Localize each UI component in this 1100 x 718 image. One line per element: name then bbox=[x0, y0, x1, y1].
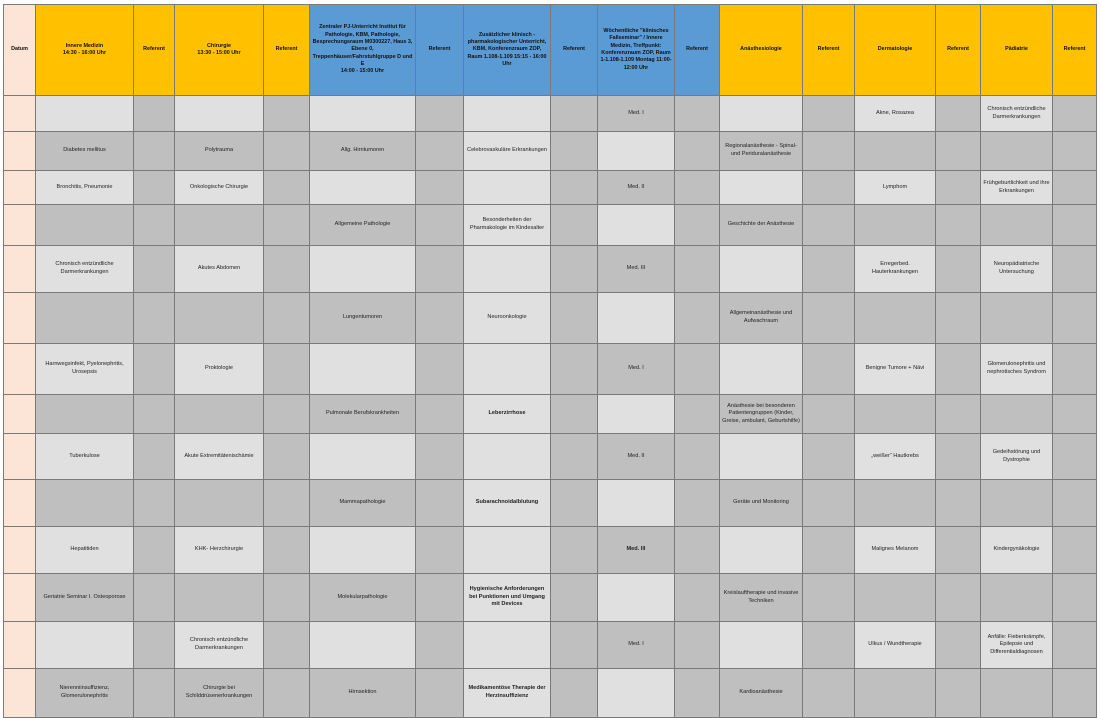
fallseminar-cell bbox=[598, 480, 675, 527]
paediatrie-cell: Frühgeburtlichkeit und ihre Erkrankungen bbox=[981, 171, 1053, 205]
fallseminar-cell bbox=[598, 293, 675, 344]
dermatologie-cell bbox=[855, 574, 936, 622]
pharmakologie-cell: Hygienische Anforderungen bei Punktionen und Umgang mit Devices bbox=[464, 574, 551, 622]
dermatologie-cell: Lymphom bbox=[855, 171, 936, 205]
referent-cell bbox=[134, 434, 175, 480]
referent-cell bbox=[264, 246, 310, 293]
fallseminar-cell bbox=[598, 395, 675, 434]
referent-cell bbox=[803, 132, 855, 171]
fallseminar-cell bbox=[598, 205, 675, 246]
chirurgie-cell bbox=[175, 395, 264, 434]
referent-cell bbox=[675, 205, 720, 246]
referent-cell bbox=[675, 246, 720, 293]
referent-cell bbox=[134, 527, 175, 574]
referent-cell bbox=[675, 480, 720, 527]
innere-cell: Hepatitiden bbox=[36, 527, 134, 574]
referent-cell bbox=[551, 669, 598, 718]
fallseminar-cell: Med. III bbox=[598, 246, 675, 293]
referent-cell bbox=[551, 622, 598, 669]
chirurgie-cell bbox=[175, 96, 264, 132]
referent-cell bbox=[1053, 622, 1097, 669]
referent-cell bbox=[803, 246, 855, 293]
referent-cell bbox=[416, 527, 464, 574]
fallseminar-cell: Med. I bbox=[598, 344, 675, 395]
referent-cell bbox=[264, 96, 310, 132]
column-header: Dermatologie bbox=[855, 5, 936, 96]
table-row bbox=[4, 96, 1097, 132]
referent-cell bbox=[551, 96, 598, 132]
referent-cell bbox=[1053, 434, 1097, 480]
anaesthesie-cell bbox=[720, 171, 803, 205]
dermatologie-cell: Ulkus / Wundtherapie bbox=[855, 622, 936, 669]
referent-cell bbox=[551, 344, 598, 395]
column-header: Innere Medizin 14:30 - 16:00 Uhr bbox=[36, 5, 134, 96]
referent-cell bbox=[675, 96, 720, 132]
referent-cell bbox=[134, 96, 175, 132]
pharmakologie-cell bbox=[464, 171, 551, 205]
anaesthesie-cell bbox=[720, 246, 803, 293]
chirurgie-cell: Akutes Abdomen bbox=[175, 246, 264, 293]
paediatrie-cell bbox=[981, 293, 1053, 344]
referent-cell bbox=[1053, 205, 1097, 246]
referent-cell bbox=[1053, 527, 1097, 574]
referent-cell bbox=[675, 622, 720, 669]
datum-cell bbox=[4, 480, 36, 527]
table-row bbox=[4, 395, 1097, 434]
paediatrie-cell: Kindergynäkologie bbox=[981, 527, 1053, 574]
table-row bbox=[4, 132, 1097, 171]
referent-cell bbox=[803, 434, 855, 480]
pathologie-cell: Hirnsektion bbox=[310, 669, 416, 718]
referent-cell bbox=[134, 622, 175, 669]
referent-cell bbox=[416, 395, 464, 434]
referent-cell bbox=[936, 344, 981, 395]
referent-cell bbox=[803, 480, 855, 527]
referent-cell bbox=[551, 480, 598, 527]
innere-cell bbox=[36, 96, 134, 132]
anaesthesie-cell bbox=[720, 96, 803, 132]
pathologie-cell bbox=[310, 171, 416, 205]
referent-cell bbox=[1053, 344, 1097, 395]
referent-cell bbox=[416, 480, 464, 527]
innere-cell bbox=[36, 205, 134, 246]
paediatrie-cell: Gedeihstörung und Dystrophie bbox=[981, 434, 1053, 480]
pathologie-cell: Pulmonale Berufskrankheiten bbox=[310, 395, 416, 434]
column-header: Referent bbox=[416, 5, 464, 96]
table-body bbox=[4, 96, 1097, 718]
innere-cell: Tuberkulose bbox=[36, 434, 134, 480]
anaesthesie-cell: Geräte und Monitoring bbox=[720, 480, 803, 527]
referent-cell bbox=[134, 205, 175, 246]
fallseminar-cell bbox=[598, 669, 675, 718]
pathologie-cell: Mammapathologie bbox=[310, 480, 416, 527]
chirurgie-cell: Akute Extremitätenischämie bbox=[175, 434, 264, 480]
pharmakologie-cell: Subarachnoidalblutung bbox=[464, 480, 551, 527]
referent-cell bbox=[936, 574, 981, 622]
datum-cell bbox=[4, 395, 36, 434]
paediatrie-cell: Glomerulonephritis und nephrotisches Syndrom bbox=[981, 344, 1053, 395]
pathologie-cell bbox=[310, 344, 416, 395]
table-row bbox=[4, 246, 1097, 293]
pharmakologie-cell bbox=[464, 527, 551, 574]
referent-cell bbox=[936, 527, 981, 574]
referent-cell bbox=[936, 246, 981, 293]
pathologie-cell bbox=[310, 527, 416, 574]
innere-cell bbox=[36, 293, 134, 344]
chirurgie-cell: Polytrauma bbox=[175, 132, 264, 171]
referent-cell bbox=[936, 480, 981, 527]
column-header: Referent bbox=[803, 5, 855, 96]
referent-cell bbox=[803, 574, 855, 622]
dermatologie-cell: Malignes Melanom bbox=[855, 527, 936, 574]
paediatrie-cell bbox=[981, 480, 1053, 527]
schedule-table bbox=[3, 4, 1097, 718]
referent-cell bbox=[134, 574, 175, 622]
table-row bbox=[4, 205, 1097, 246]
referent-cell bbox=[134, 344, 175, 395]
fallseminar-cell bbox=[598, 132, 675, 171]
dermatologie-cell bbox=[855, 293, 936, 344]
referent-cell bbox=[803, 622, 855, 669]
dermatologie-cell bbox=[855, 395, 936, 434]
datum-cell bbox=[4, 132, 36, 171]
column-header: Zentraler PJ-Unterricht Institut für Pathologie, KBM, Pathologie, Besprechungsraum M0300227, Haus 3, Ebene 0, Treppenhäuser/Fahrstuhlgruppe D und E 14:00 - 15:00 Uhr bbox=[310, 5, 416, 96]
column-header: Referent bbox=[264, 5, 310, 96]
anaesthesie-cell: Allgemeinanästhesie und Aufwachraum bbox=[720, 293, 803, 344]
referent-cell bbox=[803, 96, 855, 132]
table-row bbox=[4, 574, 1097, 622]
referent-cell bbox=[936, 205, 981, 246]
referent-cell bbox=[551, 527, 598, 574]
chirurgie-cell: Onkologische Chirurgie bbox=[175, 171, 264, 205]
pathologie-cell: Lungentumoren bbox=[310, 293, 416, 344]
referent-cell bbox=[936, 669, 981, 718]
referent-cell bbox=[134, 480, 175, 527]
pathologie-cell bbox=[310, 434, 416, 480]
referent-cell bbox=[264, 574, 310, 622]
table-row bbox=[4, 669, 1097, 718]
chirurgie-cell: Proktologie bbox=[175, 344, 264, 395]
referent-cell bbox=[803, 344, 855, 395]
datum-cell bbox=[4, 293, 36, 344]
referent-cell bbox=[936, 622, 981, 669]
chirurgie-cell: Chirurgie bei Schilddrüsenerkrankungen bbox=[175, 669, 264, 718]
column-header: Referent bbox=[134, 5, 175, 96]
fallseminar-cell: Med. I bbox=[598, 96, 675, 132]
fallseminar-cell: Med. I bbox=[598, 622, 675, 669]
referent-cell bbox=[264, 344, 310, 395]
pharmakologie-cell bbox=[464, 434, 551, 480]
referent-cell bbox=[936, 96, 981, 132]
datum-cell bbox=[4, 171, 36, 205]
referent-cell bbox=[264, 669, 310, 718]
pharmakologie-cell: Medikamentöse Therapie der Herzinsuffizienz bbox=[464, 669, 551, 718]
column-header: Referent bbox=[1053, 5, 1097, 96]
referent-cell bbox=[936, 132, 981, 171]
table-row bbox=[4, 293, 1097, 344]
paediatrie-cell bbox=[981, 574, 1053, 622]
pharmakologie-cell bbox=[464, 622, 551, 669]
dermatologie-cell: Akne, Rosazea bbox=[855, 96, 936, 132]
dermatologie-cell: Erregerbed. Hauterkrankungen bbox=[855, 246, 936, 293]
paediatrie-cell: Anfälle: Fieberkrämpfe, Epilepsie und Differentialdiagnosen bbox=[981, 622, 1053, 669]
datum-cell bbox=[4, 246, 36, 293]
referent-cell bbox=[264, 622, 310, 669]
pathologie-cell bbox=[310, 622, 416, 669]
referent-cell bbox=[675, 669, 720, 718]
paediatrie-cell bbox=[981, 205, 1053, 246]
referent-cell bbox=[551, 293, 598, 344]
pharmakologie-cell: Neuroonkologie bbox=[464, 293, 551, 344]
column-header: Chirurgie 13:30 - 15:00 Uhr bbox=[175, 5, 264, 96]
referent-cell bbox=[1053, 480, 1097, 527]
referent-cell bbox=[551, 434, 598, 480]
column-header: Referent bbox=[936, 5, 981, 96]
innere-cell bbox=[36, 480, 134, 527]
datum-cell bbox=[4, 96, 36, 132]
paediatrie-cell: Neuropädiatrische Untersuchung bbox=[981, 246, 1053, 293]
pharmakologie-cell: Celebrovaskuläre Erkrankungen bbox=[464, 132, 551, 171]
referent-cell bbox=[675, 527, 720, 574]
referent-cell bbox=[1053, 395, 1097, 434]
referent-cell bbox=[803, 395, 855, 434]
fallseminar-cell: Med. III bbox=[598, 527, 675, 574]
referent-cell bbox=[675, 171, 720, 205]
anaesthesie-cell bbox=[720, 434, 803, 480]
pathologie-cell: Allg. Hirntumoren bbox=[310, 132, 416, 171]
referent-cell bbox=[134, 395, 175, 434]
referent-cell bbox=[264, 132, 310, 171]
referent-cell bbox=[1053, 96, 1097, 132]
referent-cell bbox=[551, 132, 598, 171]
pathologie-cell: Molekularpathologie bbox=[310, 574, 416, 622]
referent-cell bbox=[264, 395, 310, 434]
referent-cell bbox=[416, 205, 464, 246]
referent-cell bbox=[1053, 669, 1097, 718]
column-header: Referent bbox=[675, 5, 720, 96]
table-row bbox=[4, 622, 1097, 669]
referent-cell bbox=[264, 293, 310, 344]
fallseminar-cell: Med. II bbox=[598, 434, 675, 480]
referent-cell bbox=[416, 293, 464, 344]
referent-cell bbox=[803, 171, 855, 205]
fallseminar-cell: Med. II bbox=[598, 171, 675, 205]
column-header: Wöchentliche "klinisches Fallseminar" / Innere Medizin, Treffpunkt: Konferenzraum ZOP, Raum 1-1.108-1.109 Montag 11:00-12:00 Uhr bbox=[598, 5, 675, 96]
referent-cell bbox=[1053, 132, 1097, 171]
referent-cell bbox=[936, 395, 981, 434]
referent-cell bbox=[264, 434, 310, 480]
referent-cell bbox=[416, 246, 464, 293]
chirurgie-cell: KHK- Herzchirurgie bbox=[175, 527, 264, 574]
pharmakologie-cell bbox=[464, 344, 551, 395]
datum-cell bbox=[4, 344, 36, 395]
anaesthesie-cell bbox=[720, 622, 803, 669]
referent-cell bbox=[416, 344, 464, 395]
chirurgie-cell bbox=[175, 480, 264, 527]
referent-cell bbox=[134, 171, 175, 205]
referent-cell bbox=[416, 96, 464, 132]
dermatologie-cell bbox=[855, 669, 936, 718]
datum-cell bbox=[4, 205, 36, 246]
innere-cell: Chronisch entzündliche Darmerkrankungen bbox=[36, 246, 134, 293]
referent-cell bbox=[551, 395, 598, 434]
chirurgie-cell bbox=[175, 574, 264, 622]
referent-cell bbox=[416, 132, 464, 171]
pathologie-cell bbox=[310, 96, 416, 132]
datum-cell bbox=[4, 669, 36, 718]
dermatologie-cell: „weißer“ Hautkrebs bbox=[855, 434, 936, 480]
innere-cell: Bronchitis, Pneumonie bbox=[36, 171, 134, 205]
dermatologie-cell: Benigne Tumore + Nävi bbox=[855, 344, 936, 395]
referent-cell bbox=[1053, 574, 1097, 622]
referent-cell bbox=[1053, 246, 1097, 293]
referent-cell bbox=[936, 293, 981, 344]
datum-cell bbox=[4, 574, 36, 622]
referent-cell bbox=[675, 344, 720, 395]
referent-cell bbox=[416, 171, 464, 205]
dermatologie-cell bbox=[855, 132, 936, 171]
pharmakologie-cell: Leberzirrhose bbox=[464, 395, 551, 434]
innere-cell: Diabetes mellitus bbox=[36, 132, 134, 171]
innere-cell: Nierenniinsuffizienz, Glomerulonephritis bbox=[36, 669, 134, 718]
datum-cell bbox=[4, 527, 36, 574]
anaesthesie-cell: Anästhesie bei besonderen Patientengruppen (Kinder, Greise, ambulant, Geburtshilfe) bbox=[720, 395, 803, 434]
referent-cell bbox=[416, 622, 464, 669]
datum-cell bbox=[4, 434, 36, 480]
column-header: Pädiatrie bbox=[981, 5, 1053, 96]
referent-cell bbox=[416, 669, 464, 718]
referent-cell bbox=[675, 574, 720, 622]
referent-cell bbox=[416, 434, 464, 480]
table-row bbox=[4, 480, 1097, 527]
column-header: Zusätzlicher klinisch - pharmakologischer Unterricht, KBM, Konferenzraum ZOP, Raum 1.108-1.109 15:15 - 16:00 Uhr bbox=[464, 5, 551, 96]
anaesthesie-cell bbox=[720, 527, 803, 574]
dermatologie-cell bbox=[855, 480, 936, 527]
paediatrie-cell: Chronisch entzündliche Darmerkrankungen bbox=[981, 96, 1053, 132]
referent-cell bbox=[264, 205, 310, 246]
column-header: Referent bbox=[551, 5, 598, 96]
pathologie-cell bbox=[310, 246, 416, 293]
referent-cell bbox=[134, 246, 175, 293]
referent-cell bbox=[1053, 293, 1097, 344]
chirurgie-cell: Chronisch entzündliche Darmerkrankungen bbox=[175, 622, 264, 669]
referent-cell bbox=[134, 293, 175, 344]
pharmakologie-cell bbox=[464, 246, 551, 293]
innere-cell: Harnwegsinfekt, Pyelonephritis, Urosepsis bbox=[36, 344, 134, 395]
innere-cell: Geriatrie Seminar I. Osteoporose bbox=[36, 574, 134, 622]
header-row bbox=[4, 5, 1097, 96]
referent-cell bbox=[551, 246, 598, 293]
referent-cell bbox=[551, 171, 598, 205]
table-row bbox=[4, 344, 1097, 395]
referent-cell bbox=[264, 480, 310, 527]
referent-cell bbox=[803, 527, 855, 574]
table-row bbox=[4, 171, 1097, 205]
referent-cell bbox=[936, 434, 981, 480]
referent-cell bbox=[134, 132, 175, 171]
pharmakologie-cell bbox=[464, 96, 551, 132]
referent-cell bbox=[675, 434, 720, 480]
datum-cell bbox=[4, 622, 36, 669]
referent-cell bbox=[675, 395, 720, 434]
referent-cell bbox=[675, 132, 720, 171]
anaesthesie-cell: Kardioanästhesie bbox=[720, 669, 803, 718]
chirurgie-cell bbox=[175, 293, 264, 344]
referent-cell bbox=[936, 171, 981, 205]
referent-cell bbox=[675, 293, 720, 344]
referent-cell bbox=[416, 574, 464, 622]
referent-cell bbox=[1053, 171, 1097, 205]
referent-cell bbox=[803, 669, 855, 718]
anaesthesie-cell: Kreislauftherapie und invasive Techniken bbox=[720, 574, 803, 622]
column-header: Anästhesiologie bbox=[720, 5, 803, 96]
referent-cell bbox=[264, 527, 310, 574]
dermatologie-cell bbox=[855, 205, 936, 246]
innere-cell bbox=[36, 622, 134, 669]
referent-cell bbox=[803, 293, 855, 344]
paediatrie-cell bbox=[981, 395, 1053, 434]
anaesthesie-cell: Regionalanästhesie - Spinal- und Periduralanästhesie bbox=[720, 132, 803, 171]
table-row bbox=[4, 434, 1097, 480]
chirurgie-cell bbox=[175, 205, 264, 246]
referent-cell bbox=[551, 574, 598, 622]
anaesthesie-cell bbox=[720, 344, 803, 395]
referent-cell bbox=[551, 205, 598, 246]
table-row bbox=[4, 527, 1097, 574]
referent-cell bbox=[264, 171, 310, 205]
column-header: Datum bbox=[4, 5, 36, 96]
referent-cell bbox=[134, 669, 175, 718]
pharmakologie-cell: Besonderheiten der Pharmakologie im Kindesalter bbox=[464, 205, 551, 246]
referent-cell bbox=[803, 205, 855, 246]
pathologie-cell: Allgemeine Pathologie bbox=[310, 205, 416, 246]
paediatrie-cell bbox=[981, 132, 1053, 171]
anaesthesie-cell: Geschichte der Anästhesie bbox=[720, 205, 803, 246]
paediatrie-cell bbox=[981, 669, 1053, 718]
fallseminar-cell bbox=[598, 574, 675, 622]
innere-cell bbox=[36, 395, 134, 434]
